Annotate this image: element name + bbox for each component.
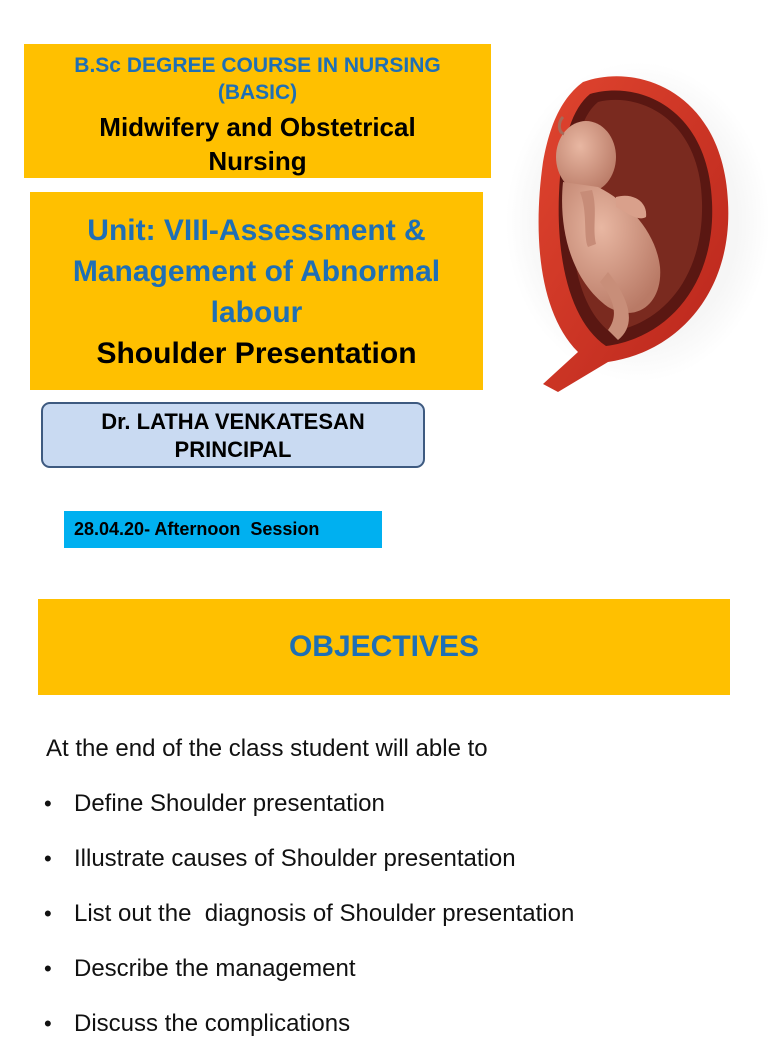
- unit-title-line1: Unit: VIII-Assessment &: [87, 214, 426, 247]
- list-item-text: Describe the management: [74, 955, 356, 982]
- subject-title-line1: Midwifery and Obstetrical: [99, 112, 416, 142]
- list-item: [44, 953, 574, 1008]
- bullet-icon: •: [44, 956, 52, 981]
- bullet-icon: •: [44, 901, 52, 926]
- unit-box: [30, 192, 483, 390]
- subject-title-line2: Nursing: [208, 146, 307, 176]
- course-subtitle: (BASIC): [217, 81, 298, 104]
- objectives-list: [44, 788, 574, 1063]
- bullet-icon: •: [44, 791, 52, 816]
- list-item: [44, 843, 574, 898]
- author-box: [41, 402, 425, 468]
- list-item-text: List out the diagnosis of Shoulder presentation: [74, 900, 575, 927]
- bullet-icon: •: [44, 846, 52, 871]
- unit-title-line3: labour: [210, 296, 303, 329]
- fetus-in-uterus-illustration: [488, 62, 768, 392]
- session-badge: 28.04.20- Afternoon Session: [64, 511, 382, 548]
- list-item: [44, 898, 574, 953]
- list-item-text: Discuss the complications: [74, 1010, 351, 1037]
- list-item: [44, 788, 574, 843]
- objectives-intro: At the end of the class student will able to: [46, 735, 488, 762]
- course-header-box: [24, 44, 491, 178]
- list-item-text: Illustrate causes of Shoulder presentation: [74, 845, 516, 872]
- objectives-header: [38, 599, 730, 695]
- list-item: [44, 1008, 574, 1063]
- author-role: PRINCIPAL: [174, 437, 292, 462]
- list-item-text: Define Shoulder presentation: [74, 790, 385, 817]
- objectives-title: OBJECTIVES: [288, 630, 480, 663]
- topic-title: Shoulder Presentation: [96, 337, 417, 370]
- bullet-icon: •: [44, 1011, 52, 1036]
- course-title: B.Sc DEGREE COURSE IN NURSING: [74, 54, 441, 77]
- unit-title-line2: Management of Abnormal: [72, 255, 441, 288]
- author-name: Dr. LATHA VENKATESAN: [101, 409, 365, 434]
